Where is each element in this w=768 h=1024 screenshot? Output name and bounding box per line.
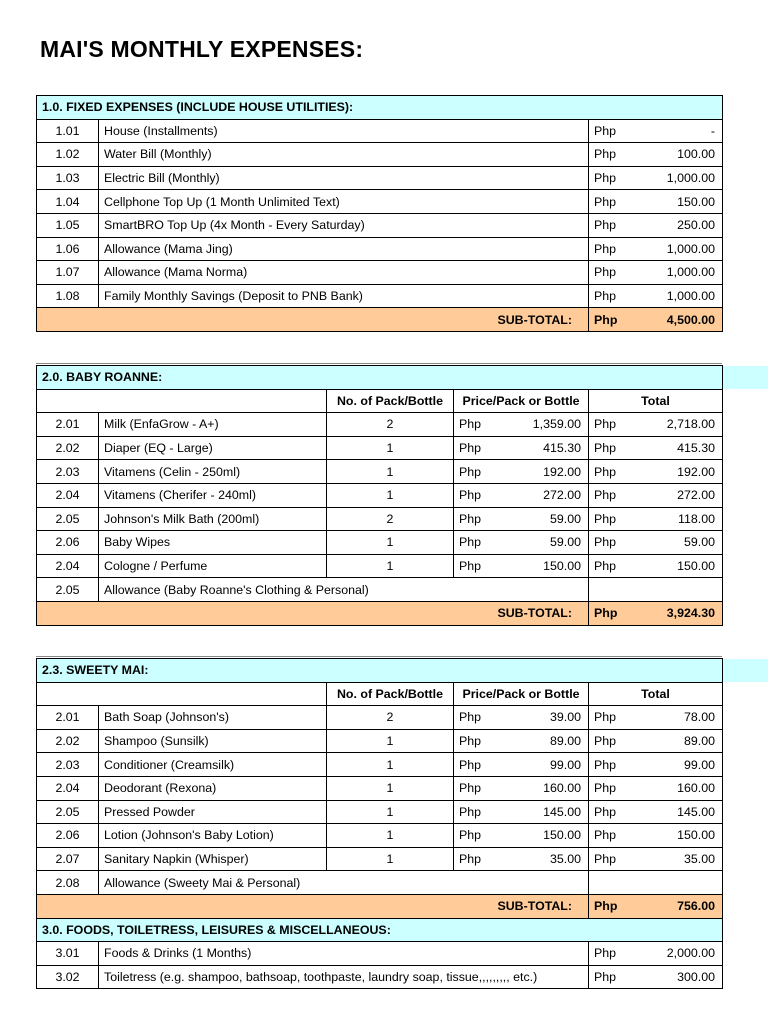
item-description: Diaper (EQ - Large)	[99, 436, 327, 460]
item-number: 2.03	[37, 753, 99, 777]
subtotal-label: SUB-TOTAL:	[37, 601, 589, 625]
subtotal-amount: 4,500.00	[625, 308, 723, 332]
currency-label: Php	[589, 706, 625, 730]
item-qty: 1	[327, 531, 454, 555]
item-number: 2.02	[37, 729, 99, 753]
item-amount: -	[625, 119, 723, 143]
currency-label: Php	[589, 554, 625, 578]
sweety-mai-table	[36, 658, 723, 989]
table-row	[37, 753, 723, 777]
fixed-expenses-table	[36, 95, 723, 332]
currency-label: Php	[454, 436, 490, 460]
table-row	[37, 847, 723, 871]
table-row	[37, 190, 723, 214]
currency-label: Php	[589, 237, 625, 261]
table-row	[37, 706, 723, 730]
item-number: 2.05	[37, 578, 99, 602]
item-description: Vitamens (Celin - 250ml)	[99, 460, 327, 484]
item-price: 160.00	[490, 776, 589, 800]
column-header-total: Total	[589, 389, 723, 413]
item-number: 2.06	[37, 531, 99, 555]
table-row	[37, 119, 723, 143]
subtotal-row	[37, 894, 723, 918]
currency-label: Php	[589, 824, 625, 848]
item-number: 2.08	[37, 871, 99, 895]
item-total: 78.00	[625, 706, 723, 730]
currency-label: Php	[454, 776, 490, 800]
table-row	[37, 554, 723, 578]
item-description: Johnson's Milk Bath (200ml)	[99, 507, 327, 531]
item-qty: 1	[327, 776, 454, 800]
currency-label: Php	[454, 483, 490, 507]
currency-label: Php	[454, 531, 490, 555]
table-row	[37, 284, 723, 308]
item-number: 2.05	[37, 800, 99, 824]
currency-label: Php	[589, 460, 625, 484]
item-description: Baby Wipes	[99, 531, 327, 555]
table-row	[37, 436, 723, 460]
currency-label: Php	[589, 776, 625, 800]
item-number: 1.04	[37, 190, 99, 214]
column-header-total: Total	[589, 682, 723, 706]
divider	[36, 363, 722, 364]
item-total: 99.00	[625, 753, 723, 777]
section-header: 3.0. FOODS, TOILETRESS, LEISURES & MISCELLANEOUS:	[37, 918, 723, 942]
item-qty: 2	[327, 413, 454, 437]
item-amount: 1,000.00	[625, 237, 723, 261]
currency-label: Php	[454, 413, 490, 437]
column-header-price: Price/Pack or Bottle	[454, 682, 589, 706]
item-amount: 100.00	[625, 143, 723, 167]
item-qty: 2	[327, 706, 454, 730]
item-number: 2.03	[37, 460, 99, 484]
item-number: 2.02	[37, 436, 99, 460]
subtotal-label: SUB-TOTAL:	[37, 308, 589, 332]
item-total: 415.30	[625, 436, 723, 460]
table-row	[37, 261, 723, 285]
item-total: 59.00	[625, 531, 723, 555]
item-description: Foods & Drinks (1 Months)	[99, 942, 589, 966]
item-number: 1.03	[37, 166, 99, 190]
item-price: 35.00	[490, 847, 589, 871]
currency-label: Php	[589, 261, 625, 285]
currency-label: Php	[589, 847, 625, 871]
item-description: Family Monthly Savings (Deposit to PNB Bank)	[99, 284, 589, 308]
item-total: 35.00	[625, 847, 723, 871]
item-amount: 1,000.00	[625, 166, 723, 190]
currency-label: Php	[454, 460, 490, 484]
item-number: 3.01	[37, 942, 99, 966]
currency-label: Php	[589, 800, 625, 824]
item-description: Allowance (Baby Roanne's Clothing & Personal)	[99, 578, 589, 602]
currency-label: Php	[589, 729, 625, 753]
currency-label: Php	[454, 507, 490, 531]
item-price: 99.00	[490, 753, 589, 777]
item-price: 59.00	[490, 507, 589, 531]
section-header-row	[37, 918, 723, 942]
item-qty: 1	[327, 554, 454, 578]
item-qty: 1	[327, 729, 454, 753]
item-total: 192.00	[625, 460, 723, 484]
table-row	[37, 824, 723, 848]
currency-label: Php	[589, 213, 625, 237]
item-description: Water Bill (Monthly)	[99, 143, 589, 167]
item-description: Bath Soap (Johnson's)	[99, 706, 327, 730]
item-qty: 1	[327, 824, 454, 848]
currency-label: Php	[589, 942, 625, 966]
subtotal-label: SUB-TOTAL:	[37, 894, 589, 918]
column-header-row	[37, 389, 723, 413]
table-row	[37, 507, 723, 531]
currency-label: Php	[589, 483, 625, 507]
empty-header	[37, 389, 327, 413]
subtotal-amount: 756.00	[625, 894, 723, 918]
section-header-row	[37, 366, 723, 390]
item-amount: 250.00	[625, 213, 723, 237]
currency-label: Php	[454, 847, 490, 871]
currency-label: Php	[589, 436, 625, 460]
column-header-row	[37, 682, 723, 706]
currency-label: Php	[589, 284, 625, 308]
empty-header	[37, 682, 327, 706]
item-total: 89.00	[625, 729, 723, 753]
item-amount: 150.00	[625, 190, 723, 214]
item-price: 150.00	[490, 824, 589, 848]
currency-label: Php	[589, 119, 625, 143]
item-number: 1.02	[37, 143, 99, 167]
item-description: Electric Bill (Monthly)	[99, 166, 589, 190]
table-row	[37, 460, 723, 484]
item-number: 1.07	[37, 261, 99, 285]
item-description: House (Installments)	[99, 119, 589, 143]
item-price: 272.00	[490, 483, 589, 507]
item-description: Shampoo (Sunsilk)	[99, 729, 327, 753]
item-qty: 2	[327, 507, 454, 531]
item-number: 2.01	[37, 706, 99, 730]
item-qty: 1	[327, 436, 454, 460]
column-header-price: Price/Pack or Bottle	[454, 389, 589, 413]
header-fill	[722, 366, 768, 389]
item-number: 2.04	[37, 483, 99, 507]
item-description: Milk (EnfaGrow - A+)	[99, 413, 327, 437]
currency-label: Php	[454, 824, 490, 848]
currency-label: Php	[589, 965, 625, 989]
table-row	[37, 729, 723, 753]
item-description: Allowance (Sweety Mai & Personal)	[99, 871, 589, 895]
item-number: 2.07	[37, 847, 99, 871]
table-row	[37, 942, 723, 966]
item-total: 150.00	[625, 554, 723, 578]
item-description: Cellphone Top Up (1 Month Unlimited Text)	[99, 190, 589, 214]
item-description: Vitamens (Cherifer - 240ml)	[99, 483, 327, 507]
item-total: 150.00	[625, 824, 723, 848]
currency-label: Php	[589, 308, 625, 332]
item-qty: 1	[327, 753, 454, 777]
currency-label: Php	[589, 894, 625, 918]
item-price: 150.00	[490, 554, 589, 578]
item-amount: 1,000.00	[625, 284, 723, 308]
currency-label: Php	[454, 729, 490, 753]
item-description: Sanitary Napkin (Whisper)	[99, 847, 327, 871]
item-qty: 1	[327, 800, 454, 824]
item-number: 1.01	[37, 119, 99, 143]
item-price: 1,359.00	[490, 413, 589, 437]
currency-label: Php	[589, 166, 625, 190]
section-header-row	[37, 659, 723, 683]
item-description: Cologne / Perfume	[99, 554, 327, 578]
item-total: 2,718.00	[625, 413, 723, 437]
currency-label: Php	[589, 601, 625, 625]
header-fill	[722, 659, 768, 682]
divider	[36, 656, 722, 657]
allowance-row	[37, 578, 723, 602]
item-number: 2.04	[37, 776, 99, 800]
item-total: 272.00	[625, 483, 723, 507]
subtotal-amount: 3,924.30	[625, 601, 723, 625]
item-number: 1.06	[37, 237, 99, 261]
currency-label: Php	[589, 190, 625, 214]
currency-label: Php	[454, 800, 490, 824]
item-number: 2.01	[37, 413, 99, 437]
table-row	[37, 213, 723, 237]
table-row	[37, 166, 723, 190]
table-row	[37, 483, 723, 507]
item-description: Pressed Powder	[99, 800, 327, 824]
baby-roanne-table	[36, 365, 723, 626]
item-price: 39.00	[490, 706, 589, 730]
section-header: 2.0. BABY ROANNE:	[37, 366, 723, 390]
currency-label: Php	[589, 413, 625, 437]
currency-label: Php	[589, 753, 625, 777]
item-amount: 2,000.00	[625, 942, 723, 966]
column-header-qty: No. of Pack/Bottle	[327, 389, 454, 413]
table-row	[37, 143, 723, 167]
subtotal-row	[37, 601, 723, 625]
column-header-qty: No. of Pack/Bottle	[327, 682, 454, 706]
item-description: Deodorant (Rexona)	[99, 776, 327, 800]
empty-total	[589, 871, 723, 895]
item-price: 89.00	[490, 729, 589, 753]
section-header: 1.0. FIXED EXPENSES (INCLUDE HOUSE UTILITIES):	[37, 96, 723, 120]
table-row	[37, 965, 723, 989]
item-amount: 1,000.00	[625, 261, 723, 285]
item-number: 1.08	[37, 284, 99, 308]
currency-label: Php	[454, 554, 490, 578]
item-price: 192.00	[490, 460, 589, 484]
item-qty: 1	[327, 847, 454, 871]
item-price: 145.00	[490, 800, 589, 824]
table-row	[37, 413, 723, 437]
item-price: 59.00	[490, 531, 589, 555]
currency-label: Php	[454, 753, 490, 777]
allowance-row	[37, 871, 723, 895]
table-row	[37, 237, 723, 261]
table-row	[37, 776, 723, 800]
currency-label: Php	[454, 706, 490, 730]
item-description: Conditioner (Creamsilk)	[99, 753, 327, 777]
item-total: 118.00	[625, 507, 723, 531]
item-number: 3.02	[37, 965, 99, 989]
item-number: 2.04	[37, 554, 99, 578]
item-number: 2.06	[37, 824, 99, 848]
item-price: 415.30	[490, 436, 589, 460]
item-description: Toiletress (e.g. shampoo, bathsoap, toothpaste, laundry soap, tissue,,,,,,,,, etc.)	[99, 965, 589, 989]
item-qty: 1	[327, 483, 454, 507]
table-row	[37, 531, 723, 555]
page-title: MAI'S MONTHLY EXPENSES:	[40, 36, 364, 62]
item-description: Allowance (Mama Jing)	[99, 237, 589, 261]
item-total: 160.00	[625, 776, 723, 800]
item-description: Lotion (Johnson's Baby Lotion)	[99, 824, 327, 848]
item-number: 2.05	[37, 507, 99, 531]
subtotal-row	[37, 308, 723, 332]
empty-total	[589, 578, 723, 602]
table-row	[37, 800, 723, 824]
section-header-row	[37, 96, 723, 120]
item-description: SmartBRO Top Up (4x Month - Every Saturday)	[99, 213, 589, 237]
item-total: 145.00	[625, 800, 723, 824]
currency-label: Php	[589, 507, 625, 531]
item-qty: 1	[327, 460, 454, 484]
item-description: Allowance (Mama Norma)	[99, 261, 589, 285]
section-header: 2.3. SWEETY MAI:	[37, 659, 723, 683]
item-number: 1.05	[37, 213, 99, 237]
currency-label: Php	[589, 143, 625, 167]
item-amount: 300.00	[625, 965, 723, 989]
currency-label: Php	[589, 531, 625, 555]
